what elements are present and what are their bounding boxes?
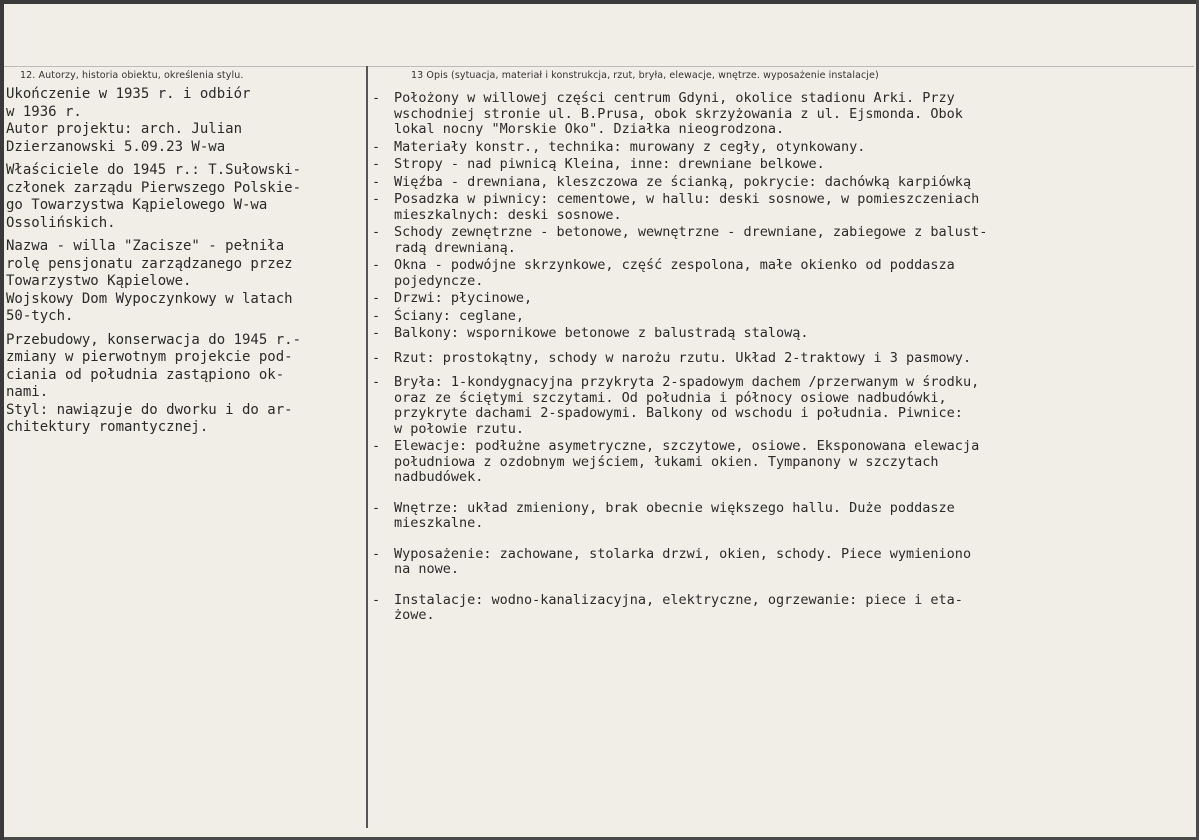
item-text: Materiały konstr., technika: murowany z cegły, otynkowany. [394,138,866,155]
item-dash: - [372,156,381,172]
item-text: Rzut: prostokątny, schody w narożu rzutu. Układ 2-traktowy i 3 pasmowy. [394,349,972,366]
list-item-materials [372,140,1192,156]
item-text: Ściany: ceglane, [394,307,525,324]
item-text: Położony w willowej części centrum Gdyni, okolice stadionu Arki. Przy wschodniej stronie ul. B.Prusa, obok skrzyżowania z ul. Ejsmonda. Obok lokal nocny "Morskie Oko". Działka nieogrodzona. [394,90,963,137]
description-column [372,91,1192,624]
list-item-elevations [372,439,1192,486]
item-dash: - [372,307,381,324]
item-dash: - [372,257,381,273]
list-item-installations [372,593,1192,624]
list-item-furnishings [372,547,1192,578]
name-paragraph: Nazwa - willa "Zacisze" - pełniła rolę pensjonatu zarządzanego przez Towarzystwo Kąpielowe. Wojskowy Dom Wypoczynkowy w latach 50-tych. [6,238,293,324]
owners-paragraph: Właściciele do 1945 r.: T.Sułowski- członek zarządu Pierwszego Polskie- go Towarzystwa Kąpielowego W-wa Ossolińskich. [6,162,302,231]
list-item-interior [372,501,1192,532]
item-dash: - [372,499,381,516]
item-text: Elewacje: podłużne asymetryczne, szczytowe, osiowe. Eksponowana elewacja południowa z ozdobnym wejściem, łukami okien. Tympanony w szczytach nadbudówek. [394,438,980,485]
list-item-ceilings [372,157,1192,173]
item-text: Wyposażenie: zachowane, stolarka drzwi, okien, schody. Piece wymieniono na nowe. [394,545,972,577]
list-item-floors [372,192,1192,223]
item-dash: - [372,90,381,106]
list-item-doors [372,291,1192,307]
history-column [6,86,362,437]
item-dash: - [372,325,381,341]
section-12-heading: 12. Autorzy, historia obiektu, określenia stylu. [20,70,244,81]
item-dash: - [372,591,381,608]
card-border-left [0,0,4,840]
list-item-stairs [372,225,1192,256]
item-dash: - [372,290,381,306]
list-item-massing [372,375,1192,437]
item-dash: - [372,438,381,454]
list-item-location [372,91,1192,138]
item-text: Bryła: 1-kondygnacyjna przykryta 2-spadowym dachem /przerwanym w środku, oraz ze ściętymi szczytami. Od południa i północy osiowe nadbudówki, przykryte dachami 2-spadowymi. Balkony od wschodu i południa. Piwnice: w połowie rzutu. [394,374,980,437]
item-dash: - [372,138,381,155]
header-rule [4,66,1194,67]
section-13-heading: 13 Opis (sytuacja, materiał i konstrukcja, rzut, bryła, elewacje, wnętrze. wyposażenie instalacje) [411,70,879,81]
item-dash: - [372,173,381,190]
item-dash: - [372,545,381,562]
item-dash: - [372,224,381,240]
completion-author-paragraph: Ukończenie w 1935 r. i odbiór w 1936 r. Autor projektu: arch. Julian Dzierzanowski 5.09.23 W-wa [6,86,251,155]
item-text: Posadzka w piwnicy: cementowe, w hallu: deski sosnowe, w pomieszczeniach mieszkalnych: deski sosnowe. [394,191,980,223]
item-dash: - [372,349,381,366]
item-text: Balkony: wspornikowe betonowe z balustradą stalową. [394,325,809,341]
item-text: Stropy - nad piwnicą Kleina, inne: drewniane belkowe. [394,156,825,172]
item-text: Okna - podwójne skrzynkowe, część zespolona, małe okienko od poddasza pojedyncze. [394,257,955,289]
card-border-top [0,0,1199,4]
item-text: Instalacje: wodno-kanalizacyjna, elektryczne, ogrzewanie: piece i eta- żowe. [394,591,963,623]
list-item-windows [372,258,1192,289]
list-item-plan [372,351,1192,367]
item-text: Schody zewnętrzne - betonowe, wewnętrzne - drewniane, zabiegowe z balust- radą drewnianą. [394,224,988,256]
alterations-style-paragraph: Przebudowy, konserwacja do 1945 r.- zmiany w pierwotnym projekcie pod- ciania od południa zastąpiono ok- nami. Styl: nawiązuje do dworku i do ar- chitektury romantycznej. [6,331,302,435]
list-item-roof-truss [372,175,1192,191]
item-text: Więźba - drewniana, kleszczowa ze ścianką, pokrycie: dachówką karpiówką [394,173,972,190]
column-divider [366,66,368,828]
item-dash: - [372,191,381,207]
item-text: Drzwi: płycinowe, [394,290,533,306]
list-item-balconies [372,326,1192,342]
item-text: Wnętrze: układ zmieniony, brak obecnie większego hallu. Duże poddasze mieszkalne. [394,499,955,531]
item-dash: - [372,374,381,390]
list-item-walls [372,309,1192,325]
